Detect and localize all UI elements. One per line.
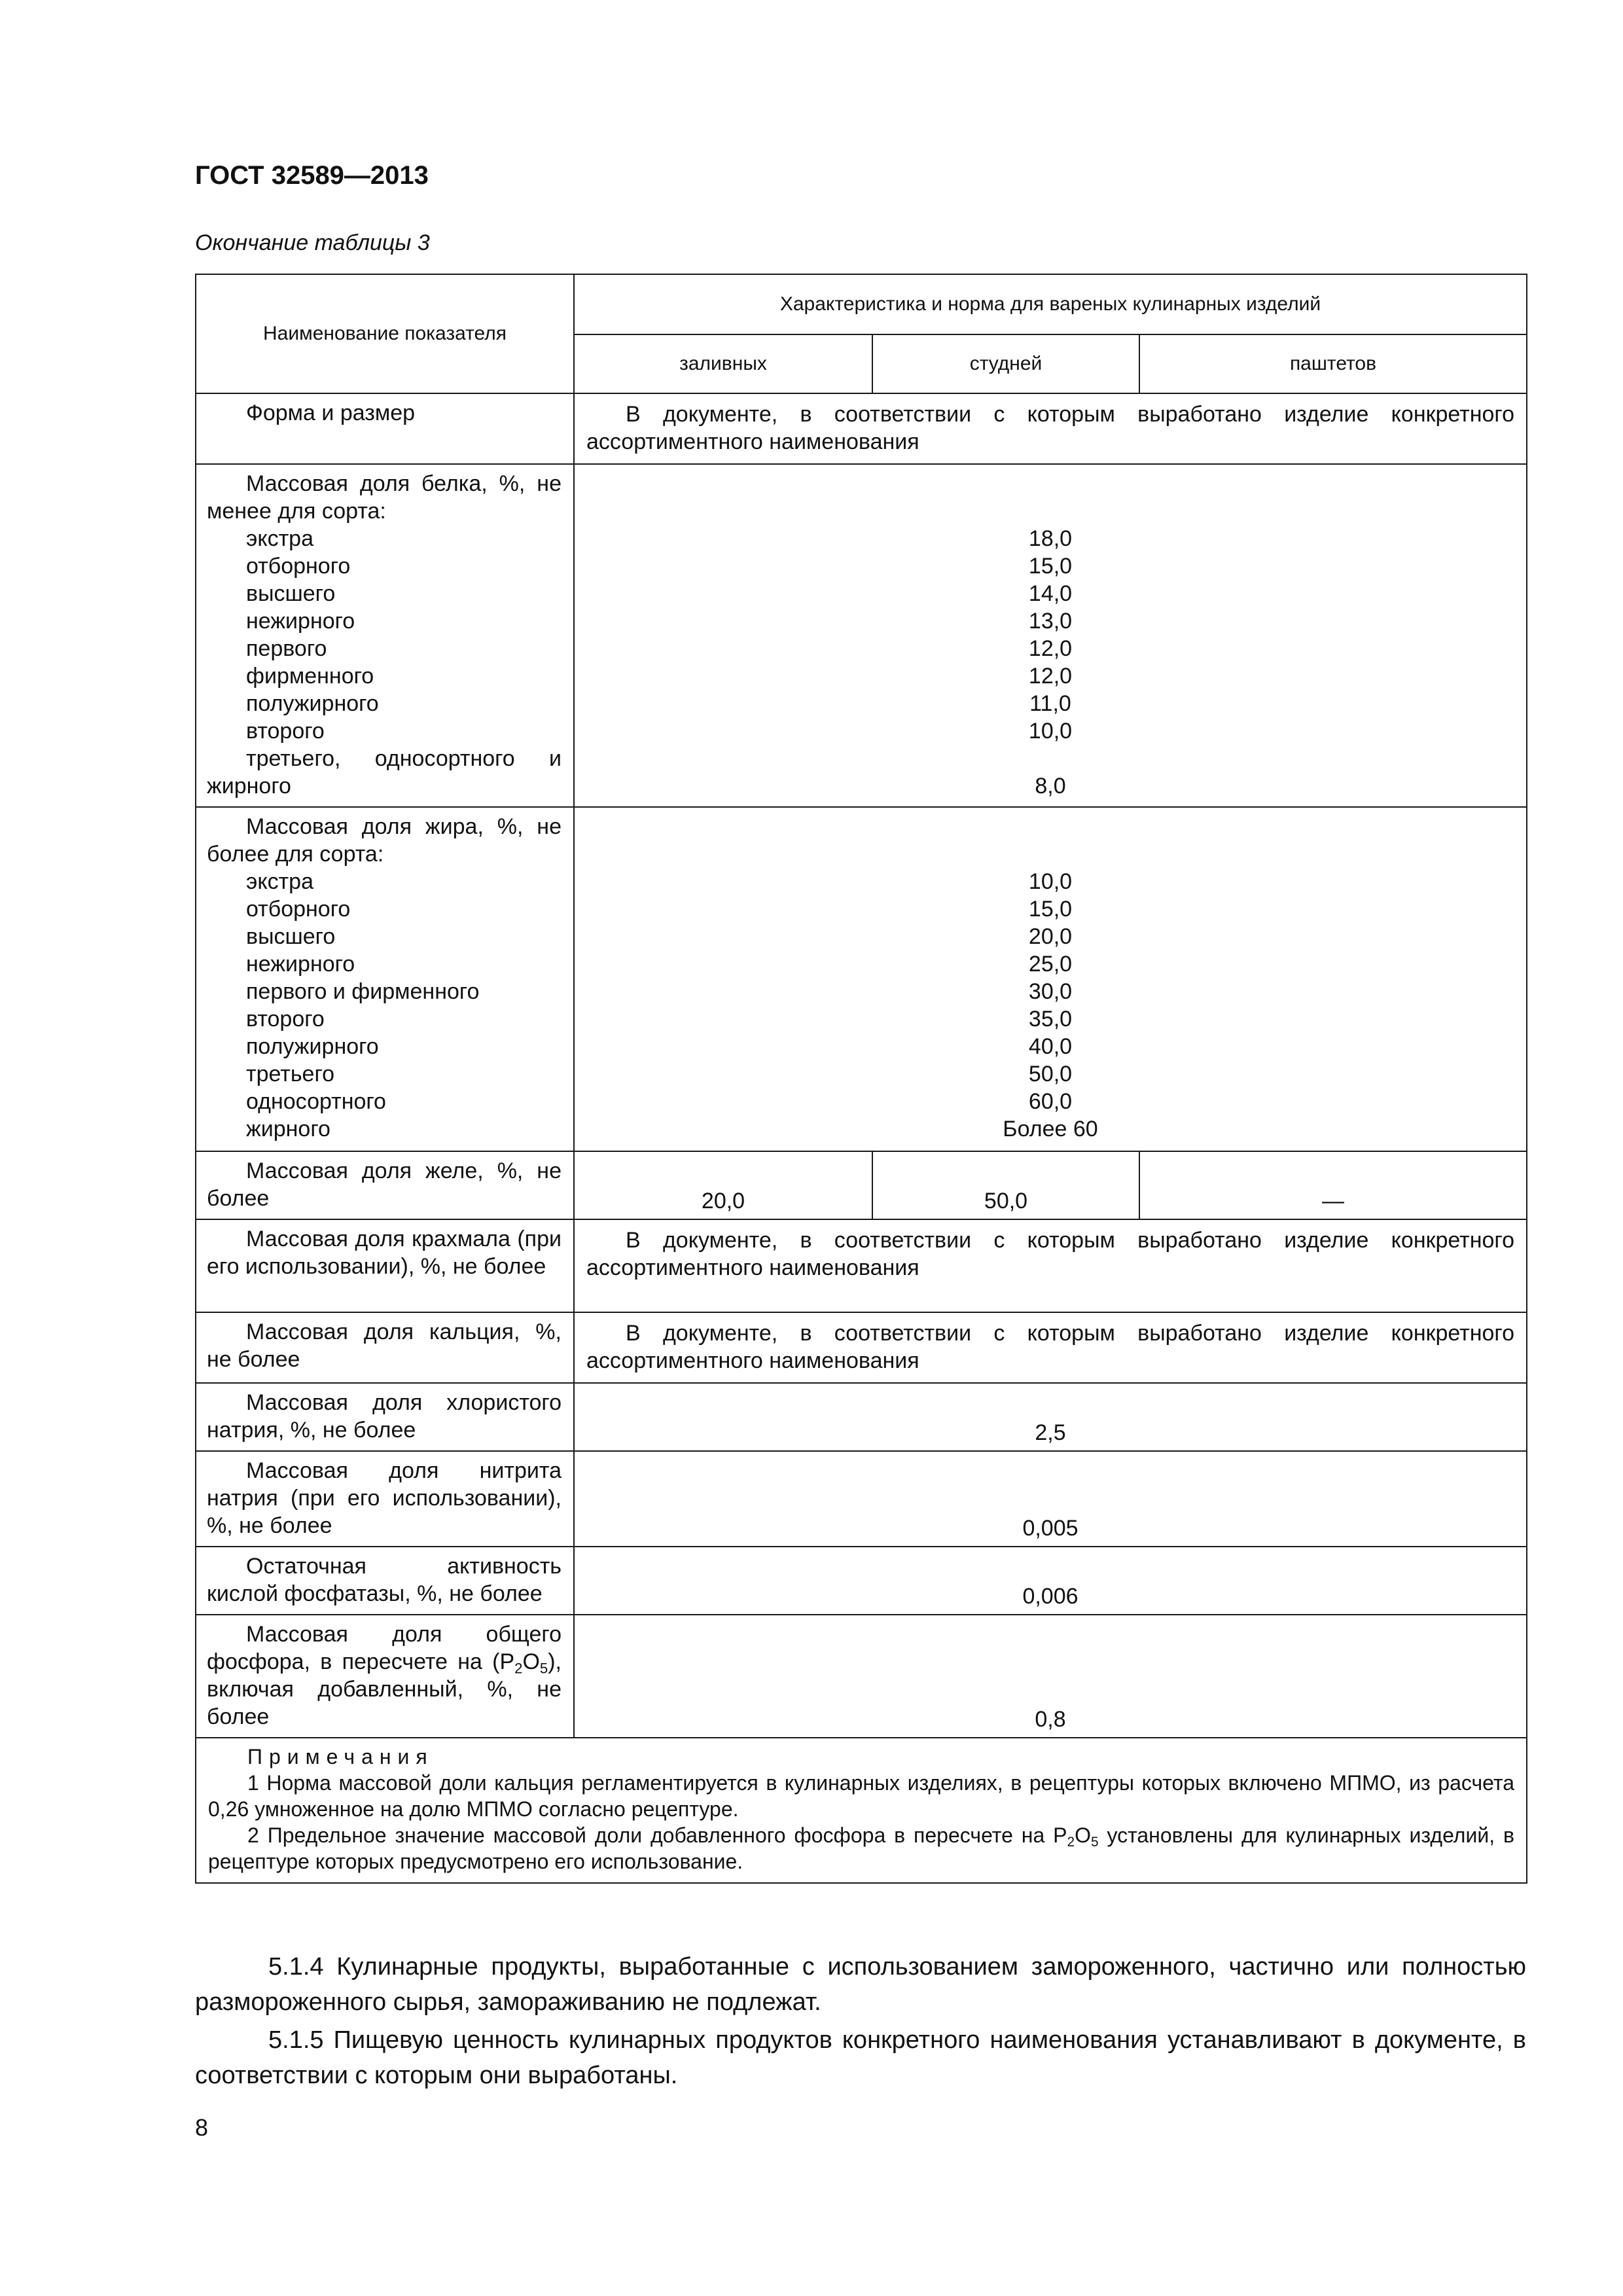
fat-value: 35,0 — [1028, 1007, 1073, 1031]
row-label — [196, 1547, 574, 1615]
jelly-value-zalivnyh: 20,0 — [574, 1151, 872, 1219]
protein-value: 12,0 — [1028, 664, 1073, 689]
phosphorus-label: Массовая доля общего фосфора, в пересчете на $(P_2O_5)$, включая добавленный, %, не более — [207, 1622, 562, 1729]
row-label — [196, 807, 574, 1151]
table-row — [196, 464, 1527, 807]
table-caption: Окончание таблицы 3 — [195, 230, 430, 255]
protein-value: 15,0 — [1028, 554, 1073, 579]
fat-value: 40,0 — [1028, 1034, 1073, 1059]
table-notes — [196, 1738, 1527, 1883]
protein-label: Массовая доля белка, %, не менее для сорта: — [207, 471, 562, 524]
salt-label: Массовая доля хлористого натрия, %, не более — [207, 1390, 562, 1443]
protein-value: 14,0 — [1028, 581, 1073, 606]
paragraph-5-1-5: 5.1.5 Пищевую ценность кулинарных продуктов конкретного наименования устанавливают в документе, в соответствии с которым они выработаны. — [195, 2026, 1526, 2089]
calcium-label: Массовая доля кальция, %, не более — [207, 1319, 562, 1372]
row-label — [196, 464, 574, 807]
note-2: 2 Предельное значение массовой доли добавленного фосфора в пересчете на $P_2O_5$ установлены для кулинарных изделий, в рецептуре которых предусмотрено его использование. — [208, 1823, 1515, 1873]
header-group: Характеристика и норма для вареных кулинарных изделий — [574, 274, 1527, 334]
row-value — [574, 464, 1527, 807]
fat-value: Более 60 — [1003, 1117, 1098, 1141]
starch-value: В документе, в соответствии с которым выработано изделие конкретного ассортиментного наименования — [586, 1228, 1514, 1280]
page-number: 8 — [195, 2114, 209, 2141]
calcium-value: В документе, в соответствии с которым выработано изделие конкретного ассортиментного наименования — [586, 1321, 1514, 1373]
row-label — [196, 1615, 574, 1738]
fat-label: Массовая доля жира, %, не более для сорта: — [207, 814, 562, 867]
protein-item: фирменного — [246, 664, 374, 689]
salt-value: 2,5 — [574, 1383, 1527, 1451]
requirements-table — [195, 274, 1527, 1884]
subheader-studney: студней — [872, 334, 1139, 393]
fat-item: полужирного — [246, 1034, 379, 1059]
row-value — [574, 393, 1527, 464]
phosphatase-value: 0,006 — [574, 1547, 1527, 1615]
table-header-row — [196, 274, 1527, 334]
fat-value: 20,0 — [1028, 924, 1073, 949]
row-label — [196, 1151, 574, 1219]
fat-item: второго — [246, 1007, 325, 1031]
phosphorus-value: 0,8 — [574, 1615, 1527, 1738]
fat-value: 50,0 — [1028, 1062, 1073, 1086]
notes-row — [196, 1738, 1527, 1883]
row-label — [196, 1451, 574, 1547]
paragraph-5-1-4: 5.1.4 Кулинарные продукты, выработанные с использованием замороженного, частично или полностью размороженного сырья, замораживанию не подлежат. — [195, 1953, 1526, 2016]
protein-value: 10,0 — [1028, 719, 1073, 744]
row-label — [196, 393, 574, 464]
protein-item: высшего — [246, 581, 336, 606]
fat-item: жирного — [246, 1117, 330, 1141]
protein-value: 13,0 — [1028, 609, 1073, 634]
protein-item: первого — [246, 636, 327, 661]
fat-value: 10,0 — [1028, 869, 1073, 894]
row-value — [574, 807, 1527, 1151]
header-indicator: Наименование показателя — [196, 274, 574, 393]
protein-item: полужирного — [246, 691, 379, 716]
table-row — [196, 1219, 1527, 1312]
jelly-label: Массовая доля желе, %, не более — [207, 1158, 562, 1211]
table-row — [196, 1383, 1527, 1451]
protein-value: 18,0 — [1028, 526, 1073, 551]
subheader-pashtetov: паштетов — [1139, 334, 1527, 393]
fat-item: отборного — [246, 897, 351, 922]
fat-item: односортного — [246, 1089, 386, 1114]
phosphatase-label: Остаточная активность кислой фосфатазы, %, не более — [207, 1554, 562, 1606]
nitrite-label: Массовая доля нитрита натрия (при его использовании), %, не более — [207, 1458, 562, 1538]
protein-value: 8,0 — [1035, 774, 1066, 798]
fat-item: высшего — [246, 924, 336, 949]
protein-item: второго — [246, 719, 325, 744]
fat-item: экстра — [246, 869, 313, 894]
protein-item: третьего, односортного и жирного — [207, 746, 562, 798]
protein-item: экстра — [246, 526, 313, 551]
protein-item: отборного — [246, 554, 351, 579]
nitrite-value: 0,005 — [574, 1451, 1527, 1547]
table-row — [196, 807, 1527, 1151]
table-row — [196, 1312, 1527, 1383]
fat-value: 60,0 — [1028, 1089, 1073, 1114]
table-row — [196, 1615, 1527, 1738]
row-label — [196, 1312, 574, 1383]
standard-number: ГОСТ 32589—2013 — [195, 161, 429, 190]
starch-label: Массовая доля крахмала (при его использовании), %, не более — [207, 1227, 562, 1279]
table-row — [196, 1151, 1527, 1219]
table-row — [196, 1451, 1527, 1547]
row-value — [574, 1312, 1527, 1383]
fat-value: 15,0 — [1028, 897, 1073, 922]
jelly-value-pashtetov: — — [1139, 1151, 1527, 1219]
notes-title: Примечания — [247, 1745, 434, 1768]
jelly-value-studney: 50,0 — [872, 1151, 1139, 1219]
protein-item: нежирного — [246, 609, 355, 634]
row-label — [196, 1219, 574, 1312]
fat-item: третьего — [246, 1062, 335, 1086]
form-label: Форма и размер — [246, 401, 416, 425]
table-row — [196, 393, 1527, 464]
subheader-zalivnyh: заливных — [574, 334, 872, 393]
fat-value: 30,0 — [1028, 979, 1073, 1004]
protein-value: 12,0 — [1028, 636, 1073, 661]
fat-item: первого и фирменного — [246, 979, 480, 1004]
protein-value: 11,0 — [1029, 691, 1071, 716]
fat-value: 25,0 — [1028, 952, 1073, 977]
row-label — [196, 1383, 574, 1451]
fat-item: нежирного — [246, 952, 355, 977]
note-1: 1 Норма массовой доли кальция регламентируется в кулинарных изделиях, в рецептуры которых включено МПМО, из расчета 0,26 умноженное на долю МПМО согласно рецептуре. — [208, 1771, 1514, 1821]
form-value: В документе, в соответствии с которым выработано изделие конкретного ассортиментного наименования — [586, 402, 1514, 454]
table-row — [196, 1547, 1527, 1615]
row-value — [574, 1219, 1527, 1312]
